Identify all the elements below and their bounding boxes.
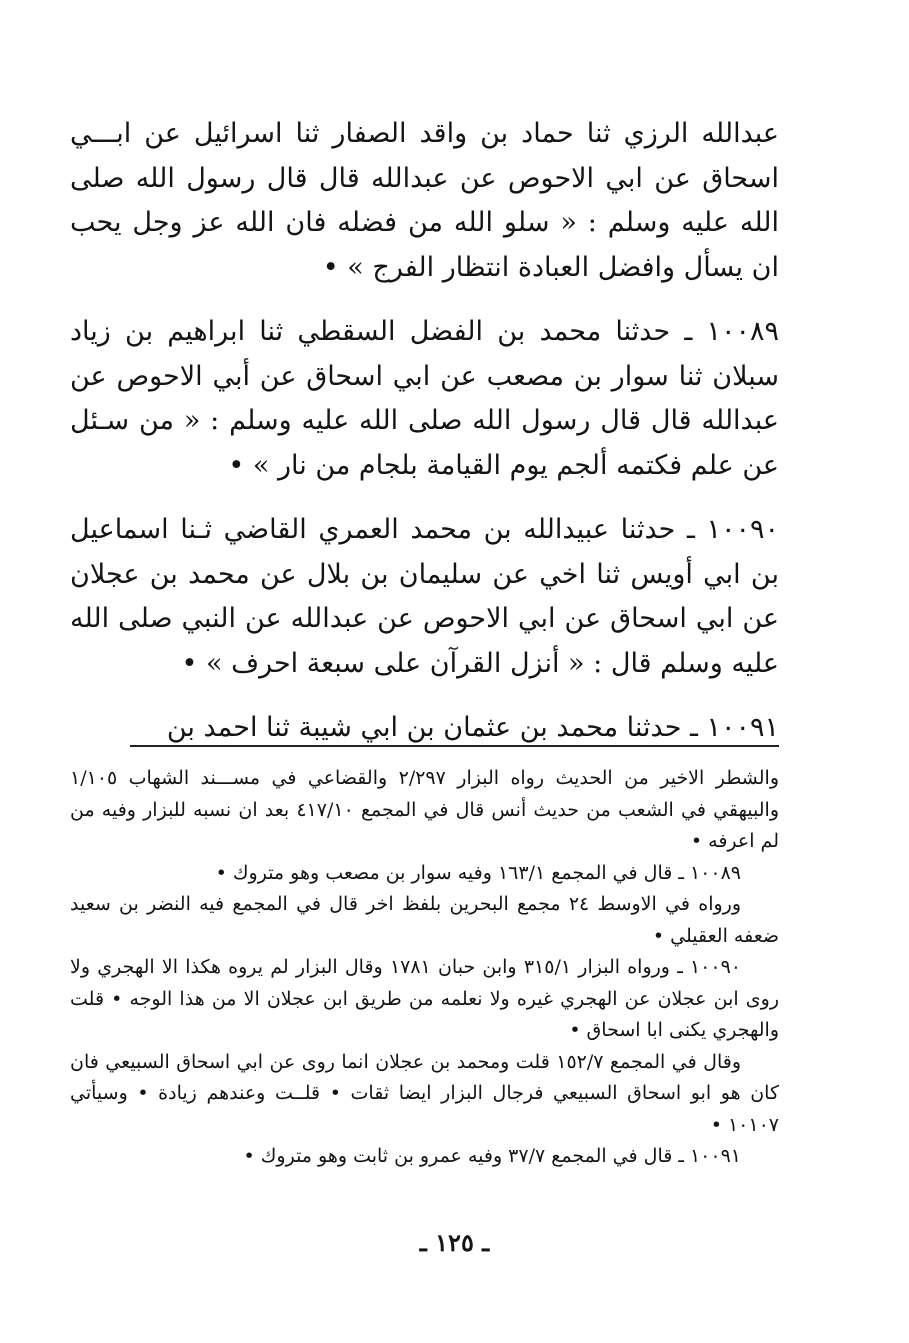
hadith-paragraph: ١٠٠٨٩ ـ حدثنا محمد بن الفضل السقطي ثنا ابراهيم بن زياد سبلان ثنا سوار بن مصعب عن ابي اسحاق عن أبي الاحوص عن عبدالله قال قال رسول الله صلى الله عليه وسلم : « من سـئل عن علم فكتمه ألجم يوم القيامة بلجام من نار » •	[70, 316, 779, 481]
footnote: والشطر الاخير من الحديث رواه البزار ٢/٢٩٧ والقضاعي في مســـند الشهاب ١/١٠٥ والبيهقي في الشعب من حديث أنس قال في المجمع ٤١٧/١٠ بعد ان نسبه للبزار وفيه من لم اعرفه •	[70, 767, 779, 852]
footnote-separator	[130, 745, 779, 747]
footnote: ١٠٠٩١ ـ قال في المجمع ٣٧/٧ وفيه عمرو بن ثابت وهو متروك •	[243, 1145, 741, 1167]
footnotes	[70, 763, 779, 1173]
footnote: ١٠٠٨٩ ـ قال في المجمع ١٦٣/١ وفيه سوار بن مصعب وهو متروك •	[215, 861, 741, 884]
hadith-paragraph: ١٠٠٩١ ـ حدثنا محمد بن عثمان بن ابي شيبة ثنا احمد بن	[166, 712, 779, 743]
main-text	[70, 112, 779, 751]
footnote: وقال في المجمع ١٥٢/٧ قلت ومحمد بن عجلان انما روى عن ابي اسحاق السبيعي فان كان هو ابو اسحاق السبيعي فرجال البزار ايضا ثقات • قلــت وعندهم زيادة • وسيأتي ١٠١٠٧ •	[70, 1050, 779, 1136]
hadith-paragraph: عبدالله الرزي ثنا حماد بن واقد الصفار ثنا اسرائيل عن ابـــي اسحاق عن ابي الاحوص عن عبدالله قال قال رسول الله صلى الله عليه وسلم : « سلو الله من فضله فان الله عز وجل يحب ان يسأل وافضل العبادة انتظار الفرج » •	[70, 118, 779, 283]
footnote: ١٠٠٩٠ ـ ورواه البزار ٣١٥/١ وابن حبان ١٧٨١ وقال البزار لم يروه هكذا الا الهجري ولا روى ابن عجلان عن الهجري غيره ولا نعلمه من طريق ابن عجلان الا من هذا الوجه • قلت والهجري يكنى ابا اسحاق •	[70, 956, 779, 1041]
hadith-paragraph: ١٠٠٩٠ ـ حدثنا عبيدالله بن محمد العمري القاضي ثـنا اسماعيل بن ابي أويس ثنا اخي عن سليمان بن بلال عن محمد بن عجلان عن ابي اسحاق عن ابي الاحوص عن عبدالله عن النبي صلى الله عليه وسلم قال : « أنزل القرآن على سبعة احرف » •	[70, 514, 779, 679]
page-number: ـ ١٢٥ ـ	[419, 1228, 490, 1257]
footnote: ورواه في الاوسط ٢٤ مجمع البحرين بلفظ اخر قال في المجمع فيه النضر بن سعيد ضعفه العقيلي •	[70, 893, 779, 947]
